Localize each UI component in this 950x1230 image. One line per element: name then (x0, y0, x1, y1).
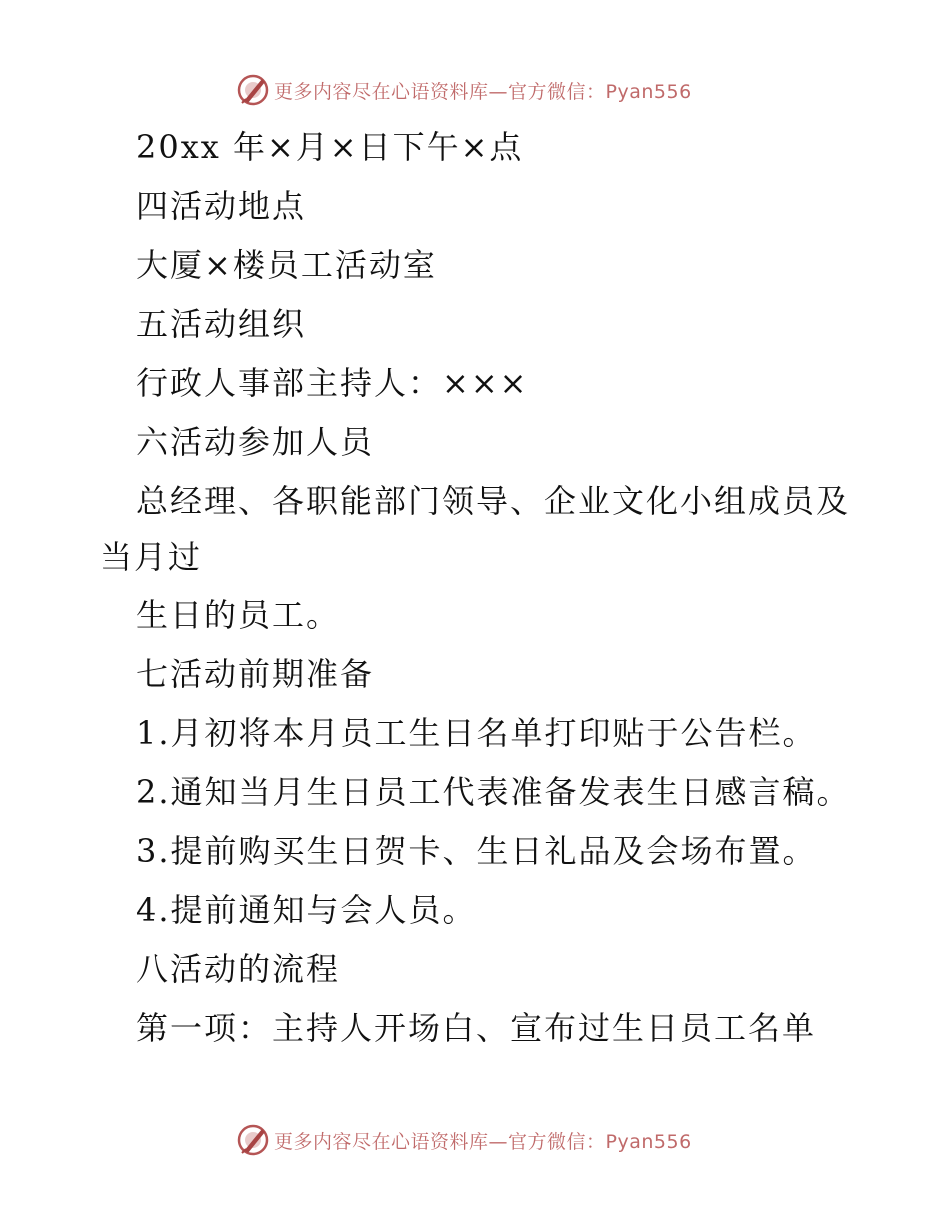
text-line: 总经理、各职能部门领导、企业文化小组成员及 (136, 482, 851, 520)
list-item: 3.提前购买生日贺卡、生日礼品及会场布置。 (136, 832, 817, 870)
quill-seal-icon (236, 73, 270, 107)
watermark-text: 更多内容尽在心语资料库—官方微信：Pyan556 (274, 80, 692, 103)
text-line: 大厦×楼员工活动室 (136, 246, 437, 284)
text-line: 行政人事部主持人：××× (136, 364, 529, 402)
section-heading: 六活动参加人员 (136, 423, 375, 461)
footer-watermark (236, 1122, 692, 1158)
section-heading: 四活动地点 (136, 187, 307, 225)
header-watermark (236, 72, 692, 108)
watermark-text: 更多内容尽在心语资料库—官方微信：Pyan556 (274, 1130, 692, 1153)
text-line: 第一项：主持人开场白、宣布过生日员工名单 (136, 1009, 817, 1047)
list-item: 4.提前通知与会人员。 (136, 891, 477, 929)
text-line: 生日的员工。 (136, 596, 341, 634)
text-line: 当月过 (100, 538, 203, 576)
list-item: 2.通知当月生日员工代表准备发表生日感言稿。 (136, 773, 851, 811)
section-heading: 七活动前期准备 (136, 655, 375, 693)
section-heading: 八活动的流程 (136, 950, 341, 988)
list-item: 1.月初将本月员工生日名单打印贴于公告栏。 (136, 714, 817, 752)
text-line: 20xx 年×月×日下午×点 (136, 128, 524, 166)
section-heading: 五活动组织 (136, 305, 307, 343)
quill-seal-icon (236, 1123, 270, 1157)
